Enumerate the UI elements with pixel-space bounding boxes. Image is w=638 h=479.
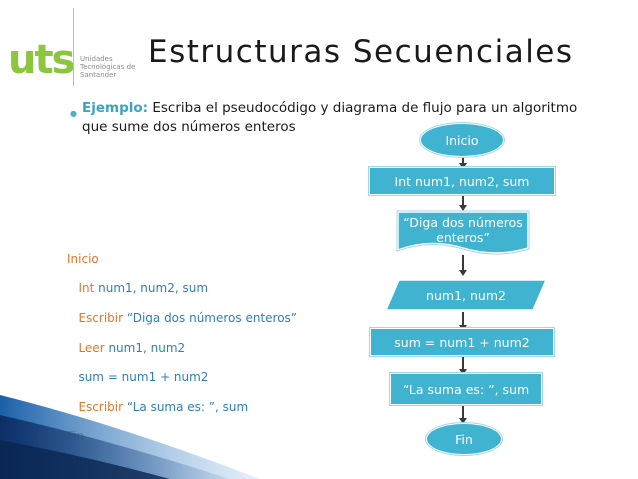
code-text: “La suma es: ”, sum	[123, 399, 249, 414]
keyword-leer: Leer	[78, 340, 105, 355]
pseudocode-line-1	[67, 281, 297, 296]
flowchart-output-2	[390, 373, 542, 405]
flowchart-input	[385, 279, 547, 311]
flow-arrowhead-3	[459, 270, 467, 276]
code-text: sum = num1 + num2	[78, 370, 209, 385]
code-text: num1, num2	[104, 340, 186, 355]
declare-label: Int num1, num2, sum	[394, 173, 530, 189]
intro-text: Escriba el pseudocódigo y diagrama de flujo para un algoritmo que sume dos números enteros	[82, 100, 578, 135]
code-text: “Diga dos números enteros”	[123, 310, 298, 325]
process-label: sum = num1 + num2	[394, 334, 530, 350]
decorative-swoosh	[0, 395, 260, 479]
uts-logo: uts	[8, 37, 74, 83]
keyword-int: Int	[78, 281, 95, 296]
slide-title: Estructuras Secuenciales	[148, 34, 574, 70]
logo-subtitle: Unidades Tecnológicas de Santander	[80, 55, 136, 79]
pseudocode-line-2	[67, 311, 297, 326]
end-label: Fin	[455, 431, 473, 447]
pseudocode-line-4	[67, 370, 297, 385]
flowchart-end	[426, 423, 502, 455]
bullet-icon: ●	[70, 109, 77, 118]
input-label: num1, num2	[426, 287, 506, 303]
start-label: Inicio	[445, 132, 479, 148]
flowchart-process	[370, 328, 554, 356]
pseudocode-start: Inicio	[67, 251, 99, 266]
code-text: num1, num2, sum	[94, 281, 209, 296]
keyword-escribir: Escribir	[78, 399, 124, 414]
output-2-label: “La suma es: ”, sum	[402, 381, 530, 397]
output-1-label: “Diga dos números enteros”	[403, 215, 523, 245]
flowchart-declare	[369, 167, 555, 195]
intro-paragraph	[70, 99, 582, 137]
header-divider	[73, 8, 74, 86]
flowchart-output-1	[396, 210, 530, 256]
keyword-escribir: Escribir	[78, 310, 124, 325]
flowchart-start	[420, 123, 504, 157]
example-keyword: Ejemplo:	[82, 100, 149, 116]
pseudocode-line-3	[67, 341, 297, 356]
